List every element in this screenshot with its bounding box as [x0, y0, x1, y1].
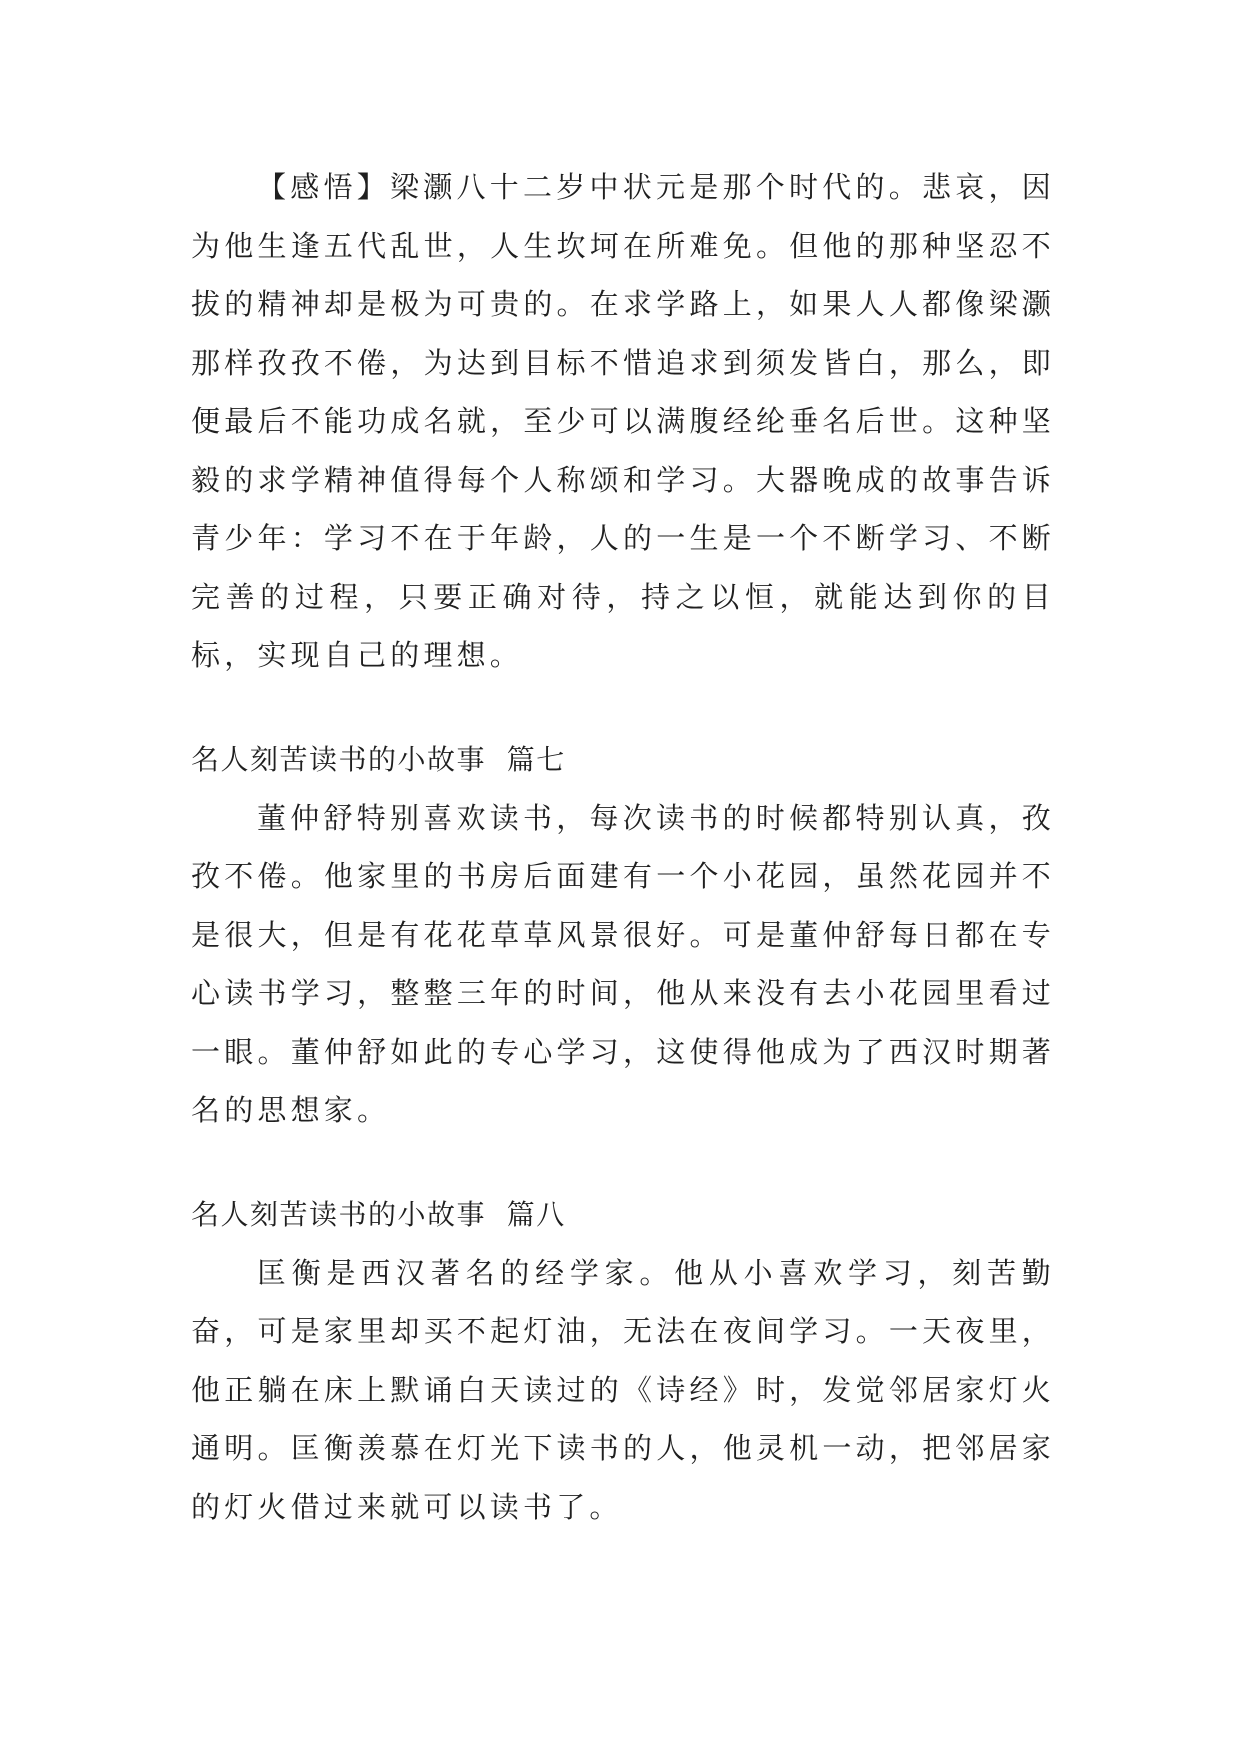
story-paragraph-7: 董仲舒特别喜欢读书，每次读书的时候都特别认真，孜孜不倦。他家里的书房后面建有一个小花园，虽然花园并不是很大，但是有花花草草风景很好。可是董仲舒每日都在专心读书学习，整整三年的时间，他从来没有去小花园里看过一眼。董仲舒如此的专心学习，这使得他成为了西汉时期著名的思想家。	[191, 800, 1055, 1127]
reflection-paragraph: 【感悟】梁灏八十二岁中状元是那个时代的。悲哀，因为他生逢五代乱世，人生坎坷在所难免。但他的那种坚忍不拔的精神却是极为可贵的。在求学路上，如果人人都像梁灏那样孜孜不倦，为达到目标不惜追求到须发皆白，那么，即便最后不能功成名就，至少可以满腹经纶垂名后世。这种坚毅的求学精神值得每个人称颂和学习。大器晚成的故事告诉青少年：学习不在于年龄，人的一生是一个不断学习、不断完善的过程，只要正确对待，持之以恒，就能达到你的目标，实现自己的理想。	[191, 170, 1055, 672]
document-page	[191, 158, 1055, 1536]
section-heading-7: 名人刻苦读书的小故事 篇七	[191, 742, 566, 776]
story-paragraph-8: 匡衡是西汉著名的经学家。他从小喜欢学习，刻苦勤奋，可是家里却买不起灯油，无法在夜间学习。一天夜里，他正躺在床上默诵白天读过的《诗经》时，发觉邻居家灯火通明。匡衡羡慕在灯光下读书的人，他灵机一动，把邻居家的灯火借过来就可以读书了。	[191, 1255, 1055, 1524]
section-heading-8: 名人刻苦读书的小故事 篇八	[191, 1197, 566, 1231]
